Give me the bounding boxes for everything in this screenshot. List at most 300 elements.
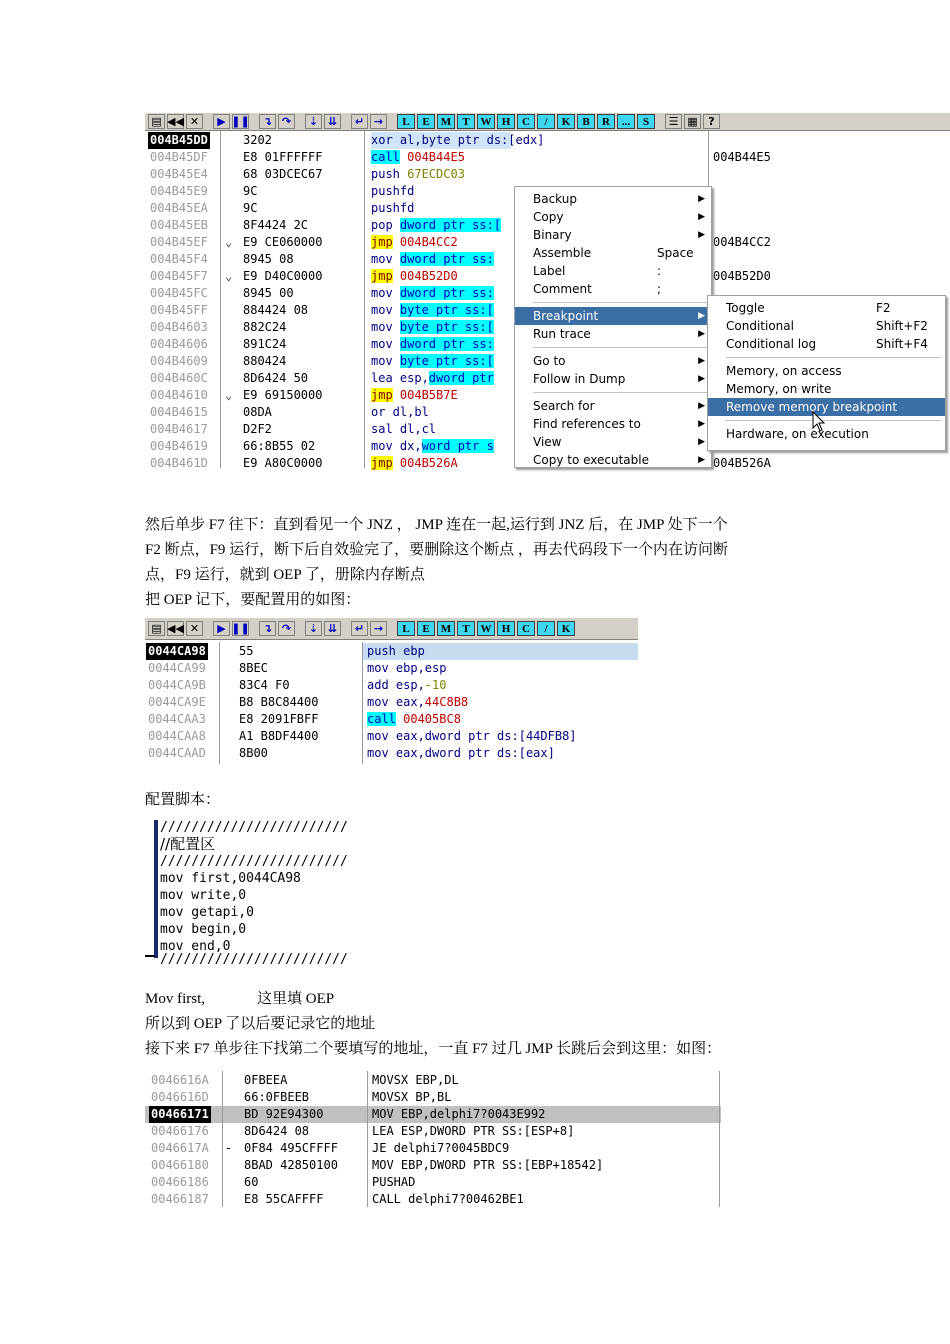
instruction xyxy=(371,302,494,319)
column-divider xyxy=(220,131,221,468)
hex-bytes: D2F2 xyxy=(243,422,272,436)
instruction xyxy=(371,455,458,472)
menu-item-label: Binary xyxy=(533,228,572,242)
disasm-row[interactable] xyxy=(145,1072,721,1089)
asm-token: push ebp xyxy=(367,644,425,658)
instruction xyxy=(371,421,436,438)
comment: 004B44E5 xyxy=(713,150,771,164)
asm-token: 004B5B7E xyxy=(392,388,458,402)
hex-bytes: A1 B8DF4400 xyxy=(239,729,319,743)
disasm-row[interactable] xyxy=(145,1157,721,1174)
menu-item-shortcut: Shift+F2 xyxy=(876,319,928,333)
asm-token: pushfd xyxy=(371,184,415,198)
open-icon[interactable]: ▤ xyxy=(148,114,165,129)
address: 00466187 xyxy=(151,1192,209,1206)
menu-item-binary[interactable] xyxy=(515,226,711,244)
step-into-icon[interactable]: ↴ xyxy=(259,621,276,636)
toolbar-window-2[interactable]: M xyxy=(437,114,455,129)
step-over-icon[interactable]: ↷ xyxy=(278,114,295,129)
asm-token: jmp xyxy=(371,269,393,283)
menu-item-conditional-log[interactable] xyxy=(708,335,945,353)
disasm-row[interactable] xyxy=(145,1123,721,1140)
instruction xyxy=(367,677,446,694)
asm-token: xor al,byte ptr ds:[edx] xyxy=(371,133,545,147)
hex-bytes: 9C xyxy=(243,201,258,215)
address: 004B461D xyxy=(150,456,208,470)
asm-token: dword ptr xyxy=(428,371,494,385)
menu-item-label: Label xyxy=(533,264,566,278)
script-line: //////////////////////// xyxy=(160,820,348,835)
menu-item-memory-on-write[interactable] xyxy=(708,380,945,398)
asm-token: mov xyxy=(371,354,400,368)
instruction: PUSHAD xyxy=(372,1175,416,1189)
asm-token: jmp xyxy=(371,388,393,402)
menu-item-shortcut: F2 xyxy=(876,301,891,315)
script-line: mov first,0044CA98 xyxy=(160,871,301,886)
disassembler-screenshot-3 xyxy=(145,1071,721,1207)
menu-item-label: Conditional xyxy=(726,319,794,333)
menu-item-label: Memory, on access xyxy=(726,364,842,378)
address: 0044CAAD xyxy=(148,746,206,760)
execute-till-return-icon[interactable]: ↵ xyxy=(351,114,368,129)
submenu-arrow-icon: ▶ xyxy=(698,194,705,204)
menu-item-label: View xyxy=(533,435,562,449)
address: 004B45EB xyxy=(150,218,208,232)
instruction xyxy=(371,268,458,285)
instruction xyxy=(371,234,458,251)
instruction xyxy=(367,745,555,762)
instruction xyxy=(371,387,458,404)
close-icon[interactable]: ✕ xyxy=(186,621,203,636)
address: 004B45E4 xyxy=(150,167,208,181)
jump-arrow-icon: ⌄ xyxy=(225,388,233,402)
address: 004B4606 xyxy=(150,337,208,351)
column-divider xyxy=(719,1071,720,1207)
hex-bytes: 8BAD 42850100 xyxy=(244,1158,338,1172)
address: 0044CAA8 xyxy=(148,729,206,743)
hex-bytes: 8945 08 xyxy=(243,252,294,266)
address: 004B4617 xyxy=(150,422,208,436)
asm-token: call xyxy=(367,712,396,726)
asm-token: add esp, xyxy=(367,678,425,692)
instruction xyxy=(371,166,465,183)
address: 004B45FF xyxy=(150,303,208,317)
menu-item-conditional[interactable] xyxy=(708,317,945,335)
submenu-arrow-icon: ▶ xyxy=(698,356,705,366)
menu-item-label: Go to xyxy=(533,354,566,368)
pause-icon[interactable]: ❚❚ xyxy=(231,115,250,128)
address: 0044CA9B xyxy=(148,678,206,692)
grid-icon[interactable]: ▦ xyxy=(684,114,701,129)
trace-over-icon[interactable]: ⇊ xyxy=(324,114,341,129)
mouse-cursor-icon xyxy=(812,411,828,433)
go-to-icon[interactable]: → xyxy=(370,114,387,129)
disassembly-pane-2 xyxy=(145,642,638,764)
jump-arrow-icon: ⌄ xyxy=(225,235,233,249)
instruction xyxy=(371,132,545,149)
address: 004B4619 xyxy=(150,439,208,453)
address: 0044CA99 xyxy=(148,661,206,675)
address: 00466176 xyxy=(151,1124,209,1138)
hex-bytes: E9 A80C0000 xyxy=(243,456,323,470)
menu-item-run-trace[interactable] xyxy=(515,325,711,343)
hex-bytes: E8 01FFFFFF xyxy=(243,150,323,164)
instruction: LEA ESP,DWORD PTR SS:[ESP+8] xyxy=(372,1124,575,1138)
toolbar-window-3[interactable]: T xyxy=(457,114,475,129)
disasm-row[interactable] xyxy=(145,1191,721,1208)
hex-bytes: 8BEC xyxy=(239,661,268,675)
address: 0044CA9E xyxy=(148,695,206,709)
asm-token: dword ptr ss: xyxy=(399,252,494,266)
menu-item-label: Backup xyxy=(533,192,577,206)
address: 004B4610 xyxy=(150,388,208,402)
asm-token: mov eax,dword ptr ds:[eax] xyxy=(367,746,555,760)
disassembler-screenshot-2 xyxy=(145,618,638,764)
hex-bytes: 8D6424 08 xyxy=(244,1124,310,1138)
instruction: CALL delphi7?00462BE1 xyxy=(372,1192,524,1206)
submenu-arrow-icon: ▶ xyxy=(698,212,705,222)
toolbar-window-2[interactable]: M xyxy=(437,621,455,636)
asm-token: mov dx, xyxy=(371,439,422,453)
address: 004B4603 xyxy=(150,320,208,334)
menu-item-label: Hardware, on execution xyxy=(726,427,869,441)
address: 004B45F7 xyxy=(150,269,208,283)
instruction xyxy=(367,728,577,745)
toolbar-window-4[interactable]: W xyxy=(477,621,495,636)
instruction xyxy=(371,319,494,336)
menu-item-label: Assemble xyxy=(533,246,592,260)
menu-item-label: Toggle xyxy=(726,301,765,315)
hex-bytes: 8945 00 xyxy=(243,286,294,300)
asm-token: byte ptr ss:[ xyxy=(399,303,494,317)
hex-bytes: 83C4 F0 xyxy=(239,678,290,692)
menu-item-go-to[interactable] xyxy=(515,352,711,370)
mov-first-code: Mov first, xyxy=(145,991,205,1007)
next-step-line: 接下来 F7 单步往下找第二个要填写的地址，一直 F7 过几 JMP 长跳后会到这里：如图： xyxy=(145,1041,722,1057)
instruction xyxy=(371,285,494,302)
paragraph-line: 然后单步 F7 往下：直到看见一个 JNZ ， JMP 连在一起,运行到 JNZ 后，在 JMP 处下一个 xyxy=(145,517,728,533)
address: 004B4615 xyxy=(150,405,208,419)
menu-separator xyxy=(726,357,941,358)
rewind-icon[interactable]: ◀◀ xyxy=(167,622,184,635)
address: 004B45EA xyxy=(150,201,208,215)
asm-token: or dl,bl xyxy=(371,405,429,419)
address: 0046616D xyxy=(151,1090,209,1104)
asm-token: byte ptr ss:[ xyxy=(399,354,494,368)
toolbar-window-3[interactable]: T xyxy=(457,621,475,636)
menu-item-label: Memory, on write xyxy=(726,382,832,396)
hex-bytes: B8 B8C84400 xyxy=(239,695,319,709)
asm-token: 004B526A xyxy=(392,456,458,470)
menu-item-toggle[interactable] xyxy=(708,299,945,317)
toolbar-window-11[interactable]: ... xyxy=(617,114,635,129)
hex-bytes: 0FBEEA xyxy=(244,1073,288,1087)
instruction xyxy=(371,183,414,200)
menu-item-label: Remove memory breakpoint xyxy=(726,400,898,414)
disasm-row[interactable] xyxy=(145,132,950,149)
hex-bytes: 66:8B55 02 xyxy=(243,439,316,453)
asm-token: 00405BC8 xyxy=(395,712,461,726)
address: 0046616A xyxy=(151,1073,209,1087)
open-icon[interactable]: ▤ xyxy=(148,621,165,636)
play-icon[interactable]: ▶ xyxy=(213,621,230,636)
menu-item-label: Search for xyxy=(533,399,595,413)
menu-item-assemble[interactable] xyxy=(515,244,711,262)
instruction xyxy=(367,660,446,677)
submenu-arrow-icon: ▶ xyxy=(698,374,705,384)
submenu-arrow-icon: ▶ xyxy=(698,437,705,447)
script-line: //////////////////////// xyxy=(160,854,348,869)
script-line: mov getapi,0 xyxy=(160,905,254,920)
menu-separator xyxy=(533,302,707,303)
asm-token: sal dl,cl xyxy=(371,422,437,436)
asm-token: dword ptr ss: xyxy=(399,337,494,351)
paragraph-line: 点，F9 运行，就到 OEP 了，册除内存断点 xyxy=(145,567,425,583)
address: 004B460C xyxy=(150,371,208,385)
menu-item-label: Conditional log xyxy=(726,337,817,351)
column-divider xyxy=(364,131,365,468)
address: 004B45E9 xyxy=(150,184,208,198)
toolbar-window-7[interactable]: / xyxy=(537,621,555,636)
toolbar-window-4[interactable]: W xyxy=(477,114,495,129)
script-line: mov end,0 xyxy=(160,939,231,954)
script-line: //配置区 xyxy=(160,835,216,853)
toolbar-window-5[interactable]: H xyxy=(497,621,515,636)
menu-item-label: Copy xyxy=(533,210,564,224)
toolbar-window-8[interactable]: K xyxy=(557,114,575,129)
instruction xyxy=(367,711,461,728)
comment: 004B4CC2 xyxy=(713,235,771,249)
play-icon[interactable]: ▶ xyxy=(213,114,230,129)
disasm-row[interactable] xyxy=(145,149,950,166)
menu-separator xyxy=(533,347,707,348)
hex-bytes: E8 2091FBFF xyxy=(239,712,319,726)
hex-bytes: 68 03DCEC67 xyxy=(243,167,323,181)
menu-item-shortcut: ; xyxy=(657,282,662,296)
address: 004B45F4 xyxy=(150,252,208,266)
hex-bytes: E9 D40C0000 xyxy=(243,269,323,283)
asm-token: mov xyxy=(371,320,400,334)
script-line: mov begin,0 xyxy=(160,922,247,937)
disasm-row[interactable] xyxy=(145,1106,721,1123)
address: 004B45FC xyxy=(150,286,208,300)
submenu-arrow-icon: ▶ xyxy=(698,455,705,465)
jump-marker: - xyxy=(225,1141,233,1155)
trace-over-icon[interactable]: ⇊ xyxy=(324,621,341,636)
asm-token: 004B44E5 xyxy=(399,150,465,164)
disasm-row[interactable] xyxy=(145,1140,721,1157)
toolbar-window-9[interactable]: B xyxy=(577,114,595,129)
menu-item-find-references-to[interactable] xyxy=(515,415,711,433)
address: 0044CA98 xyxy=(148,644,206,658)
asm-token: dword ptr ss: xyxy=(399,286,494,300)
toolbar-window-7[interactable]: / xyxy=(537,114,555,129)
asm-token: mov xyxy=(371,252,400,266)
instruction xyxy=(371,404,429,421)
address: 0044CAA3 xyxy=(148,712,206,726)
instruction xyxy=(371,251,494,268)
disasm-row[interactable] xyxy=(145,1089,721,1106)
hex-bytes: 891C24 xyxy=(243,337,287,351)
instruction xyxy=(371,200,414,217)
paragraph-line: 把 OEP 记下，要配置用的如图： xyxy=(145,592,361,608)
menu-item-label: Follow in Dump xyxy=(533,372,626,386)
menu-separator xyxy=(726,420,941,421)
hex-bytes: 8D6424 50 xyxy=(243,371,309,385)
menu-item-label: Run trace xyxy=(533,327,591,341)
debugger-toolbar xyxy=(145,113,950,131)
instruction xyxy=(371,336,494,353)
jump-arrow-icon: ⌄ xyxy=(225,269,233,283)
script-left-bar xyxy=(154,820,158,958)
asm-token: mov xyxy=(371,303,400,317)
asm-token: word ptr s xyxy=(421,439,494,453)
toolbar-window-6[interactable]: C xyxy=(517,621,535,636)
submenu-arrow-icon: ▶ xyxy=(698,419,705,429)
toolbar-window-0[interactable]: L xyxy=(397,621,415,636)
hex-bytes: BD 92E94300 xyxy=(244,1107,324,1121)
close-icon[interactable]: ✕ xyxy=(186,114,203,129)
asm-token: 004B4CC2 xyxy=(392,235,458,249)
hex-bytes: E9 69150000 xyxy=(243,388,323,402)
script-bottom-tick xyxy=(145,955,155,957)
rewind-icon[interactable]: ◀◀ xyxy=(167,115,184,128)
instruction xyxy=(371,353,494,370)
hex-bytes: 08DA xyxy=(243,405,272,419)
address: 0046617A xyxy=(151,1141,209,1155)
hex-bytes: E9 CE060000 xyxy=(243,235,323,249)
hex-bytes: E8 55CAFFFF xyxy=(244,1192,324,1206)
asm-token: 004B52D0 xyxy=(392,269,458,283)
toolbar-window-6[interactable]: C xyxy=(517,114,535,129)
menu-item-backup[interactable] xyxy=(515,190,711,208)
instruction xyxy=(371,217,501,234)
instruction: MOVSX EBP,DL xyxy=(372,1073,459,1087)
menu-item-shortcut: Shift+F4 xyxy=(876,337,928,351)
toolbar-window-0[interactable]: L xyxy=(397,114,415,129)
step-over-icon[interactable]: ↷ xyxy=(278,621,295,636)
address: 00466186 xyxy=(151,1175,209,1189)
asm-token: -10 xyxy=(424,678,447,692)
submenu-arrow-icon: ▶ xyxy=(698,230,705,240)
toolbar-window-5[interactable]: H xyxy=(497,114,515,129)
instruction xyxy=(367,694,468,711)
toolbar-window-10[interactable]: R xyxy=(597,114,615,129)
asm-token: byte ptr ss:[ xyxy=(399,320,494,334)
hex-bytes: 882C24 xyxy=(243,320,287,334)
record-address-line: 所以到 OEP 了以后要记录它的地址 xyxy=(145,1016,376,1032)
menu-item-search-for[interactable] xyxy=(515,397,711,415)
comment: 004B526A xyxy=(713,456,771,470)
list-icon[interactable]: ☰ xyxy=(665,114,682,129)
menu-item-shortcut: Space xyxy=(657,246,694,260)
disasm-row[interactable] xyxy=(145,1174,721,1191)
help-icon[interactable]: ? xyxy=(703,114,720,129)
menu-item-comment[interactable] xyxy=(515,280,711,298)
asm-token: mov xyxy=(371,286,400,300)
asm-token: mov xyxy=(371,337,400,351)
execute-till-return-icon[interactable]: ↵ xyxy=(351,621,368,636)
address: 004B45DD xyxy=(150,133,208,147)
menu-item-label: Comment xyxy=(533,282,592,296)
asm-token: jmp xyxy=(371,235,393,249)
address: 004B45DF xyxy=(150,150,208,164)
asm-token: push xyxy=(371,167,408,181)
asm-token: 67ECDC03 xyxy=(407,167,465,181)
menu-item-view[interactable] xyxy=(515,433,711,451)
instruction xyxy=(371,438,494,455)
asm-token: mov eax, xyxy=(367,695,425,709)
instruction xyxy=(371,370,494,387)
hex-bytes: 8B00 xyxy=(239,746,268,760)
asm-token: mov ebp,esp xyxy=(367,661,447,675)
menu-item-label: Copy to executable xyxy=(533,453,649,467)
step-into-icon[interactable]: ↴ xyxy=(259,114,276,129)
context-menu xyxy=(514,186,712,468)
instruction xyxy=(371,149,465,166)
toolbar-window-8[interactable]: K xyxy=(557,621,575,636)
asm-token: lea esp, xyxy=(371,371,429,385)
debugger-toolbar-2 xyxy=(145,618,638,640)
trace-into-icon[interactable]: ⇣ xyxy=(305,114,322,129)
hex-bytes: 55 xyxy=(239,644,254,658)
column-divider xyxy=(222,1071,223,1207)
menu-separator xyxy=(533,392,707,393)
hex-bytes: 66:0FBEEB xyxy=(244,1090,310,1104)
menu-item-memory-on-access[interactable] xyxy=(708,362,945,380)
asm-token: pushfd xyxy=(371,201,415,215)
trace-into-icon[interactable]: ⇣ xyxy=(305,621,322,636)
asm-token: dword ptr ss:[ xyxy=(399,218,502,232)
menu-item-label: Breakpoint xyxy=(533,309,599,323)
instruction: MOV EBP,delphi7?0043E992 xyxy=(372,1107,546,1121)
toolbar-window-1[interactable]: E xyxy=(417,114,435,129)
hex-bytes: 9C xyxy=(243,184,258,198)
address: 004B4609 xyxy=(150,354,208,368)
menu-item-label[interactable] xyxy=(515,262,711,280)
go-to-icon[interactable]: → xyxy=(370,621,387,636)
hex-bytes: 884424 08 xyxy=(243,303,309,317)
hex-bytes: 880424 xyxy=(243,354,287,368)
address: 004B45EF xyxy=(150,235,208,249)
menu-item-breakpoint[interactable] xyxy=(515,307,711,325)
toolbar-window-12[interactable]: S xyxy=(637,114,655,129)
asm-token: 44C8B8 xyxy=(424,695,469,709)
submenu-arrow-icon: ▶ xyxy=(698,311,705,321)
toolbar-window-1[interactable]: E xyxy=(417,621,435,636)
script-block xyxy=(145,817,385,967)
menu-item-shortcut: : xyxy=(657,264,662,278)
asm-token: pop xyxy=(371,218,400,232)
mov-first-line xyxy=(145,987,334,1012)
instruction xyxy=(367,643,425,660)
disasm-row[interactable] xyxy=(145,166,950,183)
script-label: 配置脚本： xyxy=(145,792,221,808)
menu-item-follow-in-dump[interactable] xyxy=(515,370,711,388)
pause-icon[interactable]: ❚❚ xyxy=(231,622,250,635)
asm-token: call xyxy=(371,150,400,164)
column-divider xyxy=(362,642,363,764)
menu-item-copy-to-executable[interactable] xyxy=(515,451,711,469)
menu-item-copy[interactable] xyxy=(515,208,711,226)
submenu-arrow-icon: ▶ xyxy=(698,401,705,411)
asm-token: jmp xyxy=(371,456,393,470)
address: 00466180 xyxy=(151,1158,209,1172)
column-divider xyxy=(219,642,220,764)
column-divider xyxy=(367,1071,368,1207)
oep-note: 这里填 OEP xyxy=(257,991,335,1007)
asm-token: mov eax,dword ptr ds:[44DFB8] xyxy=(367,729,577,743)
